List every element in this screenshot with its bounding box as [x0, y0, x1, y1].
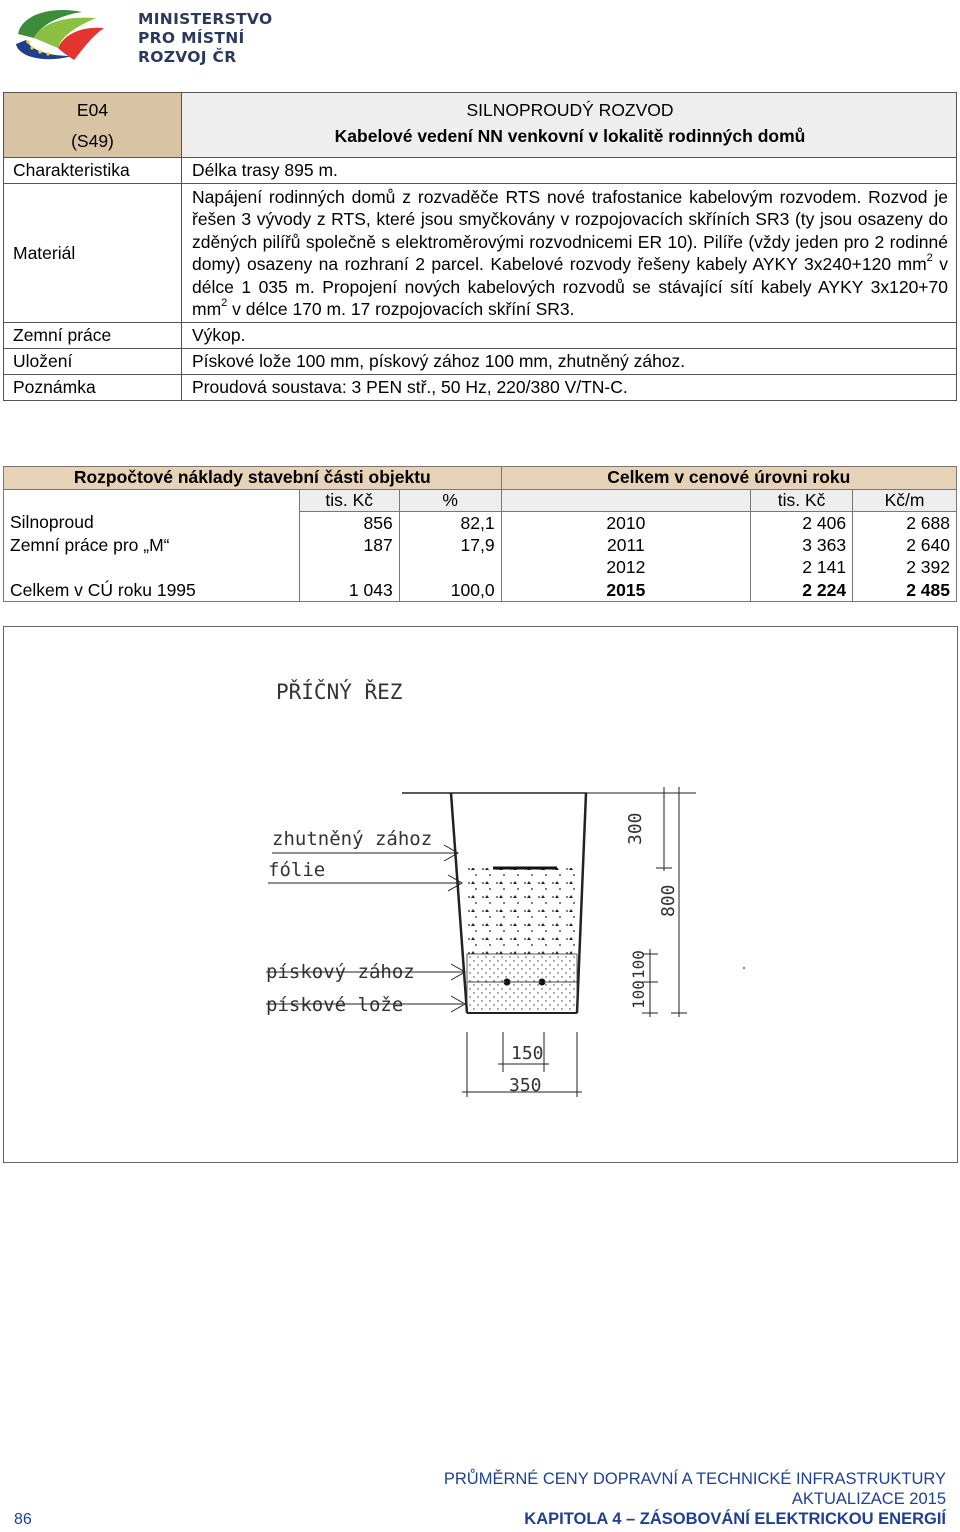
- ministry-line-3: ROZVOJ ČR: [138, 48, 237, 66]
- ministry-emblem-icon: [12, 4, 112, 66]
- cost-right-title: Celkem v cenové úrovni roku: [501, 467, 956, 490]
- cost-row: [4, 557, 957, 580]
- cost-year-current-tis: 2 224: [802, 579, 847, 600]
- row-value-ulozeni: Pískové lože 100 mm, pískový zához 100 mm, zhutněný zához.: [182, 349, 957, 375]
- dim-300: 300: [625, 812, 646, 845]
- cost-year: 2011: [501, 534, 751, 557]
- sand-bed: [467, 982, 577, 1013]
- dim-800: 800: [658, 884, 679, 917]
- sheet-code: E04: [76, 100, 109, 120]
- cost-year: 2012: [501, 557, 751, 580]
- cost-row-total: [4, 579, 957, 602]
- cost-year: 2010: [501, 512, 751, 535]
- row-value-poznamka: Proudová soustava: 3 PEN stř., 50 Hz, 220/380 V/TN-C.: [182, 375, 957, 401]
- row-label-poznamka: Poznámka: [4, 375, 182, 401]
- footer-line-3: KAPITOLA 4 – ZÁSOBOVÁNÍ ELEKTRICKOU ENERGIÍ: [524, 1510, 946, 1528]
- cost-blank-header: [4, 489, 300, 512]
- cost-col-kcm: Kč/m: [853, 489, 957, 512]
- cost-year-current-kcm: 2 485: [906, 579, 950, 600]
- cost-col-year-blank: [501, 489, 751, 512]
- sheet-title: SILNOPROUDÝ ROZVOD: [466, 100, 674, 120]
- cost-row: [4, 512, 957, 535]
- cost-left-title: Rozpočtové náklady stavební části objektu: [4, 467, 502, 490]
- sheet-subtitle: Kabelové vedení NN venkovní v lokalitě rodinných domů: [334, 126, 806, 146]
- cost-item-tis: [299, 557, 399, 580]
- cost-year-kcm: 2 392: [853, 557, 957, 580]
- row-label-zemni: Zemní práce: [4, 323, 182, 349]
- trench-wall-right: [577, 793, 586, 1013]
- sand-backfill: [467, 954, 577, 982]
- cost-col-tis2: tis. Kč: [751, 489, 853, 512]
- footer-line-2: AKTUALIZACE 2015: [791, 1490, 946, 1508]
- cost-total-tis: 1 043: [299, 579, 399, 602]
- cost-total-pct: 100,0: [399, 579, 501, 602]
- sheet-title-cell: [182, 93, 957, 158]
- page-number: 86: [14, 1511, 32, 1528]
- ministry-name: [138, 10, 272, 67]
- dim-150: 150: [511, 1043, 544, 1064]
- ministry-line-2: PRO MÍSTNÍ: [138, 29, 245, 47]
- cost-row: [4, 534, 957, 557]
- row-value-material: [182, 184, 957, 323]
- footer-line-1: PRŮMĚRNÉ CENY DOPRAVNÍ A TECHNICKÉ INFRASTRUKTURY: [443, 1470, 946, 1488]
- cost-item-pct: 17,9: [399, 534, 501, 557]
- sheet-code-alt: (S49): [71, 131, 114, 151]
- description-table: [3, 92, 957, 401]
- cost-item-name: Zemní práce pro „M“: [4, 534, 300, 557]
- row-label-ulozeni: Uložení: [4, 349, 182, 375]
- material-sup-1: 2: [926, 252, 933, 265]
- cost-item-tis: 187: [299, 534, 399, 557]
- cost-year-tis: 3 363: [751, 534, 853, 557]
- trench-wall-left: [451, 793, 467, 1013]
- cost-year-kcm: 2 640: [853, 534, 957, 557]
- cost-total-name: Celkem v CÚ roku 1995: [4, 579, 300, 602]
- compacted-backfill: [463, 868, 579, 954]
- label-piskove-loze: pískové lože: [266, 994, 404, 1016]
- cost-year-tis: 2 141: [751, 557, 853, 580]
- row-label-material: Materiál: [4, 184, 182, 323]
- sheet-code-cell: [4, 93, 182, 158]
- ministry-logo: [12, 4, 273, 68]
- label-zhutneny-zahoz: zhutněný zához: [272, 828, 433, 850]
- cost-item-pct: [399, 557, 501, 580]
- label-piskovy-zahoz: pískový zához: [266, 961, 415, 983]
- row-value-zemni: Výkop.: [182, 323, 957, 349]
- footer: [444, 1469, 946, 1529]
- dim-100-upper: 100: [629, 950, 648, 979]
- cost-item-name: [4, 557, 300, 580]
- cost-item-name: Silnoproud: [4, 512, 300, 535]
- drawing-title: PŘÍČNÝ ŘEZ: [276, 680, 403, 704]
- cost-item-pct: 82,1: [399, 512, 501, 535]
- row-value-charakteristika: Délka trasy 895 m.: [182, 158, 957, 184]
- material-sup-2: 2: [221, 297, 228, 310]
- cross-section-drawing: [3, 626, 958, 1163]
- material-text-1: Napájení rodinných domů z rozvaděče RTS nové trafostanice kabelovým rozvodem. Rozvod je řešen 3 vývody z RTS, které jsou smyčkovány v rozpojovacích skříních SR3 (ty jsou osazeny do zděných pilířů společně s elektroměrovými rozvodnicemi ER 10). Pilíře (vždy jeden pro 2 rodinné domy) osazeny na rozhraní 2 parcel. Kabelové rozvody řešeny kabely AYKY 3x240+120 mm: [192, 187, 948, 275]
- label-folie: fólie: [268, 859, 326, 881]
- row-label-charakteristika: Charakteristika: [4, 158, 182, 184]
- material-text-3: v délce 170 m. 17 rozpojovacích skříní SR3.: [227, 299, 575, 320]
- cost-item-tis: 856: [299, 512, 399, 535]
- cost-year-tis: 2 406: [751, 512, 853, 535]
- material-text-2: v délce 1 035 m. Propojení nových kabelových rozvodů se stávající sítí kabely AYKY 3x120+70 mm: [192, 254, 948, 320]
- ministry-line-1: MINISTERSTVO: [138, 10, 273, 28]
- cost-year-kcm: 2 688: [853, 512, 957, 535]
- dim-350: 350: [509, 1075, 542, 1096]
- cost-col-tis: tis. Kč: [299, 489, 399, 512]
- cross-section-svg: [4, 627, 959, 1164]
- cost-col-pct: %: [399, 489, 501, 512]
- cost-table: [3, 466, 957, 602]
- cost-year-current: 2015: [606, 579, 646, 600]
- dim-100-lower: 100: [629, 980, 648, 1009]
